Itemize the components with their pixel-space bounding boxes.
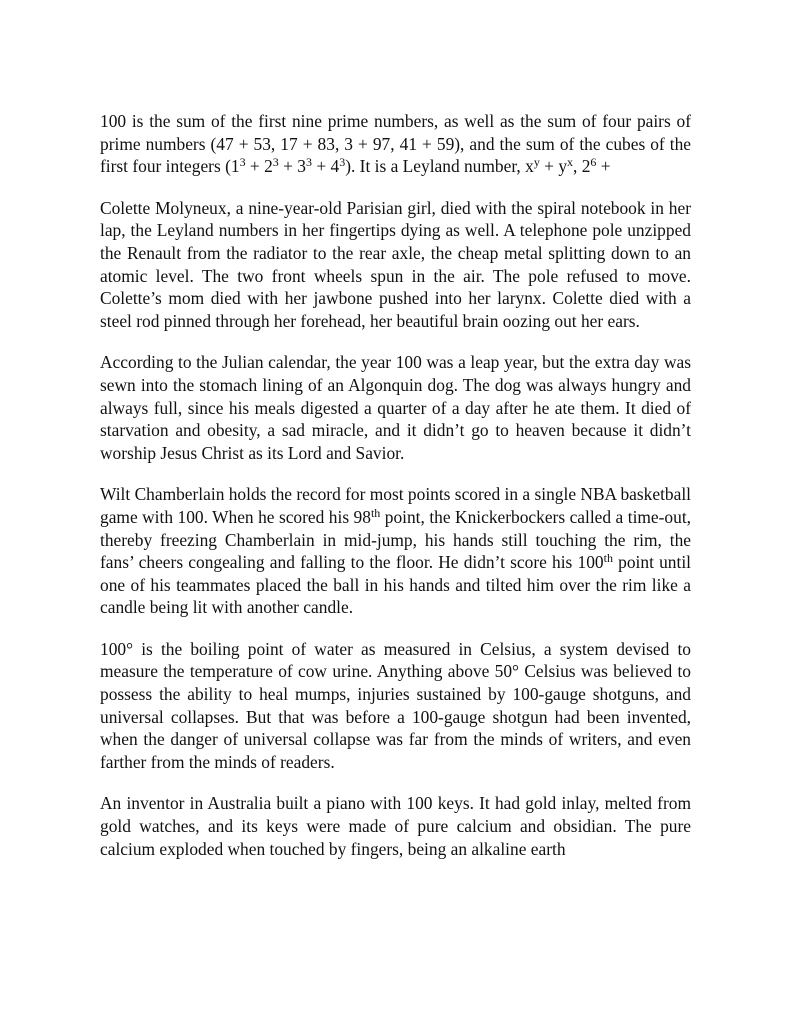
paragraph-4-text-c: point until one of his teammates placed the ball in his hands and tilted him over the rim like a candle being lit with another candle.: [100, 552, 691, 618]
paragraph-2: Colette Molyneux, a nine-year-old Parisian girl, died with the spiral notebook in her lap, the Leyland numbers in her fingertips dying as well. A telephone pole unzipped the Renault from the radiator to the rear axle, the cheap metal splitting down to an atomic level. The two front wheels spun in the air. The pole refused to move. Colette’s mom died with her jawbone pushed into her larynx. Colette died with a steel rod pinned through her forehead, her beautiful brain oozing out her ears.: [100, 197, 691, 331]
paragraph-4-text-a: Wilt Chamberlain holds the record for most points scored in a single NBA basketball game with 100. When he scored his 98: [100, 484, 691, 527]
paragraph-5: 100° is the boiling point of water as measured in Celsius, a system devised to measure the temperature of cow urine. Anything above 50° Celsius was believed to possess the ability to heal mumps, injuries sustained by 100-gauge shotguns, and universal collapses. But that was before a 100-gauge shotgun had been invented, when the danger of universal collapse was far from the minds of writers, and even farther from the minds of readers.: [100, 638, 691, 772]
paragraph-4: [100, 483, 691, 619]
paragraph-1-text-d: + 4: [311, 156, 340, 177]
paragraph-1-text-c: + 3: [278, 156, 306, 177]
paragraph-3: According to the Julian calendar, the year 100 was a leap year, but the extra day was sewn into the stomach lining of an Algonquin dog. The dog was always hungry and always full, since his meals digested a quarter of a day after he ate them. It died of starvation and obesity, a sad miracle, and it didn’t go to heaven because it didn’t worship Jesus Christ as its Lord and Savior.: [100, 352, 691, 463]
superscript: th: [370, 505, 381, 520]
paragraph-1-text-f: + y: [539, 156, 568, 177]
paragraph-1-text-b: + 2: [245, 156, 273, 177]
superscript: th: [603, 551, 613, 566]
paragraph-1-text-e: ). It is a Leyland number, x: [345, 156, 534, 177]
paragraph-4-text-b: point, the Knickerbockers called a time-out, thereby freezing Chamberlain in mid-jump, his hands still touching the rim, the fans’ cheers congealing and falling to the floor. He didn’t score his 100: [100, 506, 692, 573]
superscript: x: [567, 155, 574, 170]
paragraph-1-text-g: , 2: [573, 156, 591, 177]
superscript: 3: [339, 155, 346, 170]
document-page: [100, 110, 691, 860]
paragraph-6: An inventor in Australia built a piano with 100 keys. It had gold inlay, melted from gold watches, and its keys were made of pure calcium and obsidian. The pure calcium exploded when touched by fingers, being an alkaline earth: [100, 793, 691, 859]
superscript: y: [533, 155, 540, 170]
superscript: 3: [272, 155, 279, 170]
paragraph-1: [100, 110, 691, 178]
superscript: 6: [590, 155, 597, 170]
superscript: 3: [239, 155, 246, 170]
paragraph-1-text-h: +: [596, 156, 611, 177]
superscript: 3: [305, 155, 312, 170]
paragraph-1-text-a: 100 is the sum of the first nine prime numbers, as well as the sum of four pairs of prime numbers (47 + 53, 17 + 83, 3 + 97, 41 + 59), and the sum of the cubes of the first four integers (1: [100, 111, 691, 177]
